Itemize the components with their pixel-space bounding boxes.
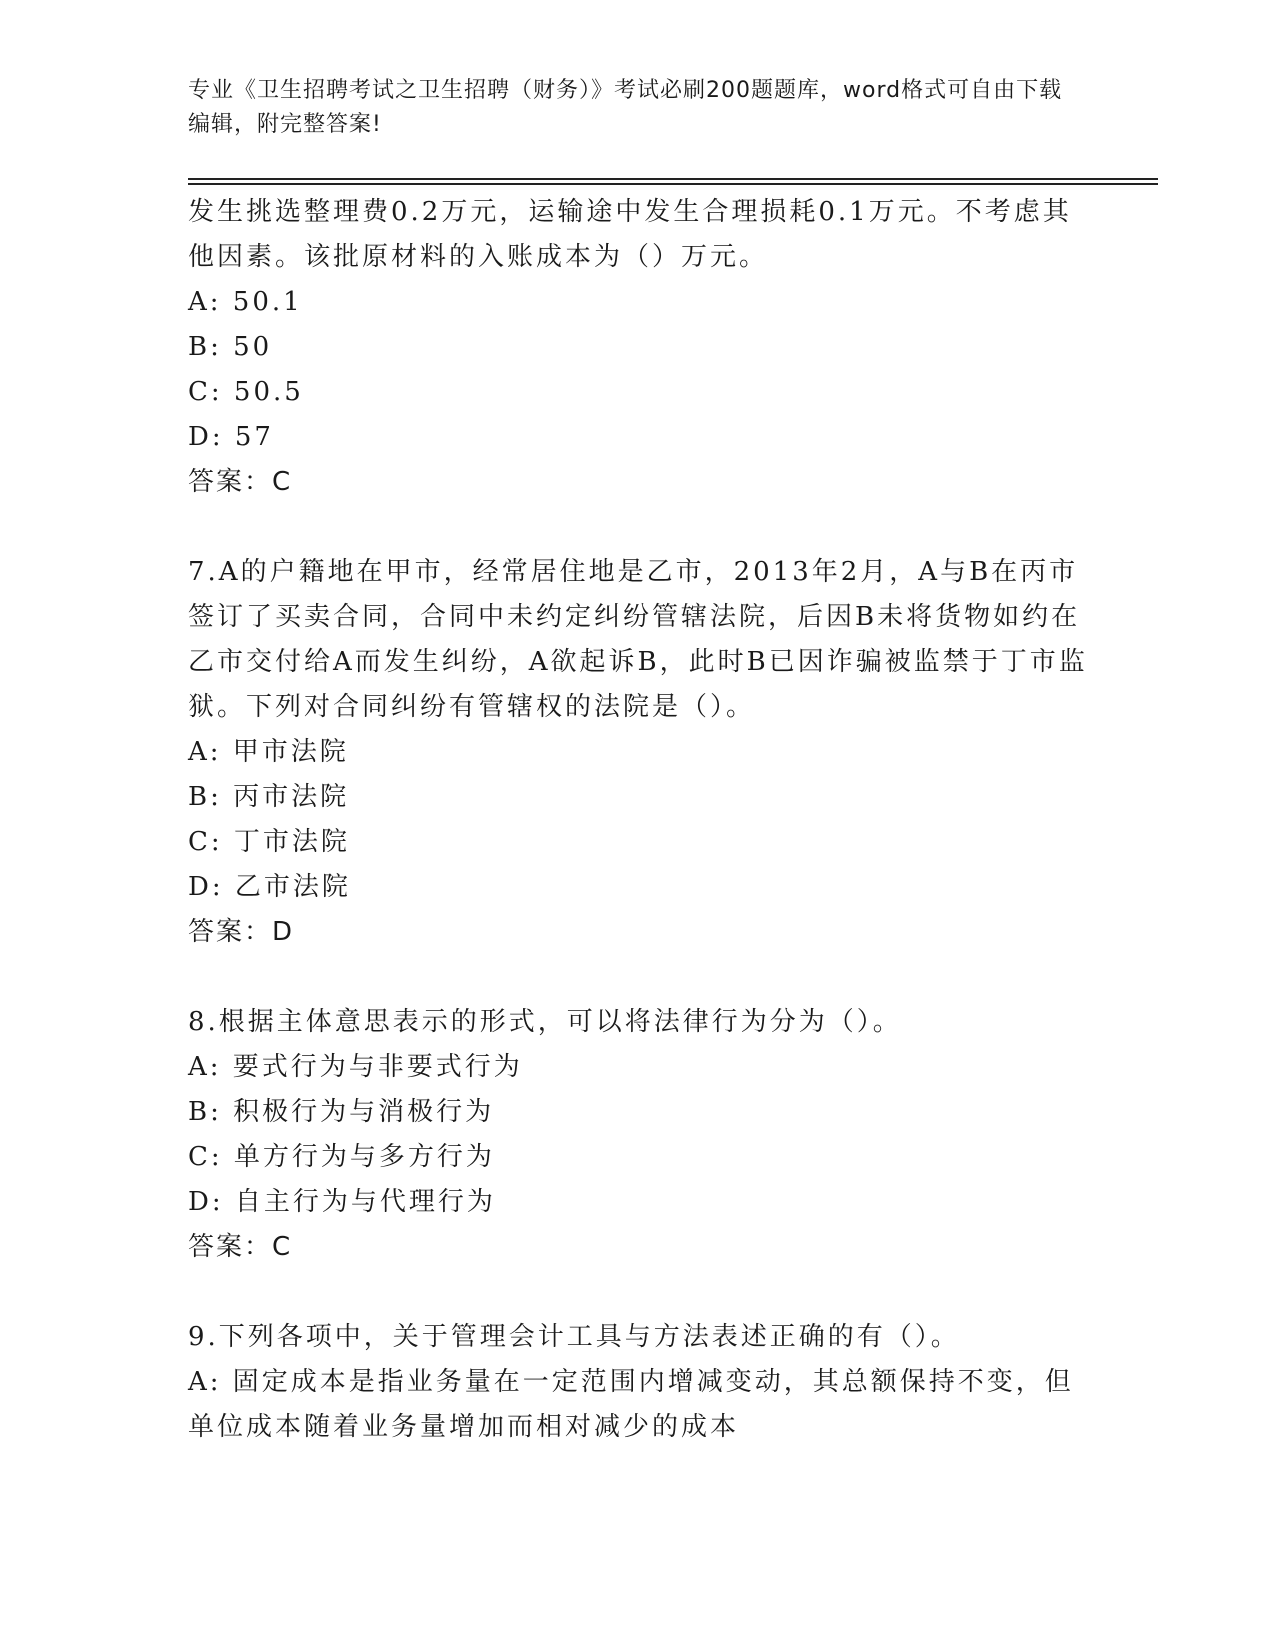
option-a: A: 甲市法院 (188, 737, 349, 767)
option-a: A: 要式行为与非要式行为 (188, 1052, 523, 1082)
question-text: 8.根据主体意思表示的形式，可以将法律行为分为（）。 (188, 1007, 902, 1037)
option-b: B: 丙市法院 (188, 782, 350, 812)
option-d: D: 57 (188, 422, 274, 452)
question-8 (188, 1000, 1088, 1270)
header-divider-bottom (188, 183, 1158, 185)
question-9 (188, 1315, 1088, 1450)
option-a: A: 50.1 (188, 287, 303, 317)
answer: 答案：C (188, 467, 293, 497)
option-b: B: 50 (188, 332, 273, 362)
question-text: 7.A的户籍地在甲市，经常居住地是乙市，2013年2月，A与B在丙市签订了买卖合同，合同中未约定纠纷管辖法院，后因B未将货物如约在乙市交付给A而发生纠纷，A欲起诉B，此时B已因诈骗被监禁于丁市监狱。下列对合同纠纷有管辖权的法院是（）。 (188, 557, 1088, 722)
question-list (188, 190, 1088, 1450)
option-d: D: 自主行为与代理行为 (188, 1187, 496, 1217)
option-c: C: 单方行为与多方行为 (188, 1142, 495, 1172)
document-title: 专业《卫生招聘考试之卫生招聘（财务）》考试必刷200题题库，word格式可自由下载编辑，附完整答案! (188, 78, 1063, 137)
option-c: C: 50.5 (188, 377, 304, 407)
option-a: A: 固定成本是指业务量在一定范围内增减变动，其总额保持不变，但单位成本随着业务量增加而相对减少的成本 (188, 1367, 1074, 1442)
option-b: B: 积极行为与消极行为 (188, 1097, 495, 1127)
option-d: D: 乙市法院 (188, 872, 351, 902)
answer: 答案：C (188, 1232, 293, 1262)
question-7 (188, 550, 1088, 955)
answer: 答案：D (188, 917, 295, 947)
question-6 (188, 190, 1088, 505)
header-divider-top (188, 178, 1158, 180)
question-text: 9.下列各项中，关于管理会计工具与方法表述正确的有（）。 (188, 1322, 960, 1352)
option-c: C: 丁市法院 (188, 827, 350, 857)
question-text: 发生挑选整理费0.2万元，运输途中发生合理损耗0.1万元。不考虑其他因素。该批原材料的入账成本为（）万元。 (188, 197, 1072, 272)
